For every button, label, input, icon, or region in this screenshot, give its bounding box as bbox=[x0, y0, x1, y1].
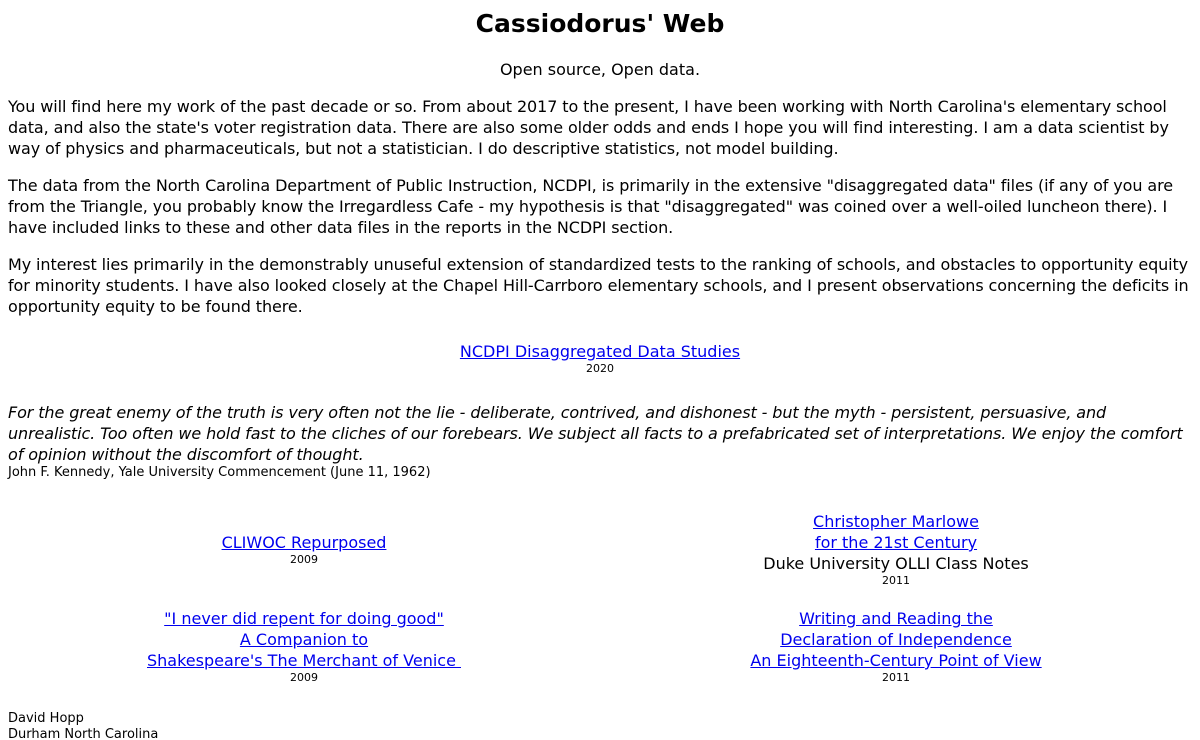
page-title: Cassiodorus' Web bbox=[475, 9, 725, 38]
merchant-link-line3: Shakespeare's The Merchant of Venice bbox=[147, 651, 461, 670]
tagline: Open source, Open data. bbox=[499, 60, 701, 79]
declaration-link-line1: Writing and Reading the bbox=[799, 609, 993, 628]
merchant-block bbox=[8, 608, 600, 684]
merchant-link[interactable] bbox=[147, 609, 461, 670]
cliwoc-year: 2009 bbox=[290, 553, 318, 566]
declaration-link-line2: Declaration of Independence bbox=[780, 630, 1012, 649]
featured-block bbox=[8, 341, 1192, 375]
marlowe-block bbox=[600, 511, 1192, 587]
author-location: Durham North Carolina bbox=[8, 727, 159, 740]
intro-paragraph-1: You will find here my work of the past decade or so. From about 2017 to the present, I have been working with North Carolina's elementary school data, and also the state's voter registration data. There are also some older odds and ends I hope you will find interesting. I am a data scientist by way of physics and pharmaceuticals, but not a statistician. I do descriptive statistics, not model building. bbox=[8, 97, 1169, 158]
marlowe-link-line2: for the 21st Century bbox=[814, 533, 978, 552]
footer bbox=[8, 711, 158, 740]
intro-paragraph-3: My interest lies primarily in the demonstrably unuseful extension of standardized tests to the ranking of schools, and obstacles to opportunity equity for minority students. I have also looked closely at the Chapel Hill-Carrboro elementary schools, and I present observations concerning the deficits in opportunity equity to be found there. bbox=[8, 255, 1189, 316]
ncdpi-studies-link[interactable]: NCDPI Disaggregated Data Studies bbox=[459, 342, 741, 361]
quote-attribution: John F. Kennedy, Yale University Commencement (June 11, 1962) bbox=[8, 465, 431, 480]
intro-paragraph-2: The data from the North Carolina Department of Public Instruction, NCDPI, is primarily in the extensive "disaggregated data" files (if any of you are from the Triangle, you probably know the Irregardless Cafe - my hypothesis is that "disaggregated" was coined over a well-oiled luncheon there). I have included links to these and other data files in the reports in the NCDPI section. bbox=[8, 176, 1173, 237]
merchant-link-line1: "I never did repent for doing good" bbox=[164, 609, 444, 628]
declaration-link-line3: An Eighteenth-Century Point of View bbox=[750, 651, 1042, 670]
featured-year: 2020 bbox=[586, 362, 614, 375]
cliwoc-link[interactable]: CLIWOC Repurposed bbox=[221, 533, 387, 552]
marlowe-link[interactable] bbox=[813, 512, 979, 552]
declaration-link[interactable] bbox=[750, 609, 1041, 670]
declaration-block bbox=[600, 608, 1192, 684]
marlowe-link-line1: Christopher Marlowe bbox=[813, 512, 979, 531]
merchant-link-line2: A Companion to bbox=[239, 630, 369, 649]
author-name: David Hopp bbox=[8, 711, 84, 726]
marlowe-subtitle: Duke University OLLI Class Notes bbox=[763, 554, 1029, 573]
merchant-year: 2009 bbox=[290, 671, 318, 684]
kennedy-quote: For the great enemy of the truth is very often not the lie - deliberate, contrived, and dishonest - but the myth - persistent, persuasive, and unrealistic. Too often we hold fast to the cliches of our forebears. We subject all facts to a prefabricated set of interpretations. We enjoy the comfort of opinion without the discomfort of thought. bbox=[8, 403, 1183, 464]
cliwoc-block bbox=[8, 532, 600, 566]
marlowe-year: 2011 bbox=[882, 574, 910, 587]
declaration-year: 2011 bbox=[882, 671, 910, 684]
